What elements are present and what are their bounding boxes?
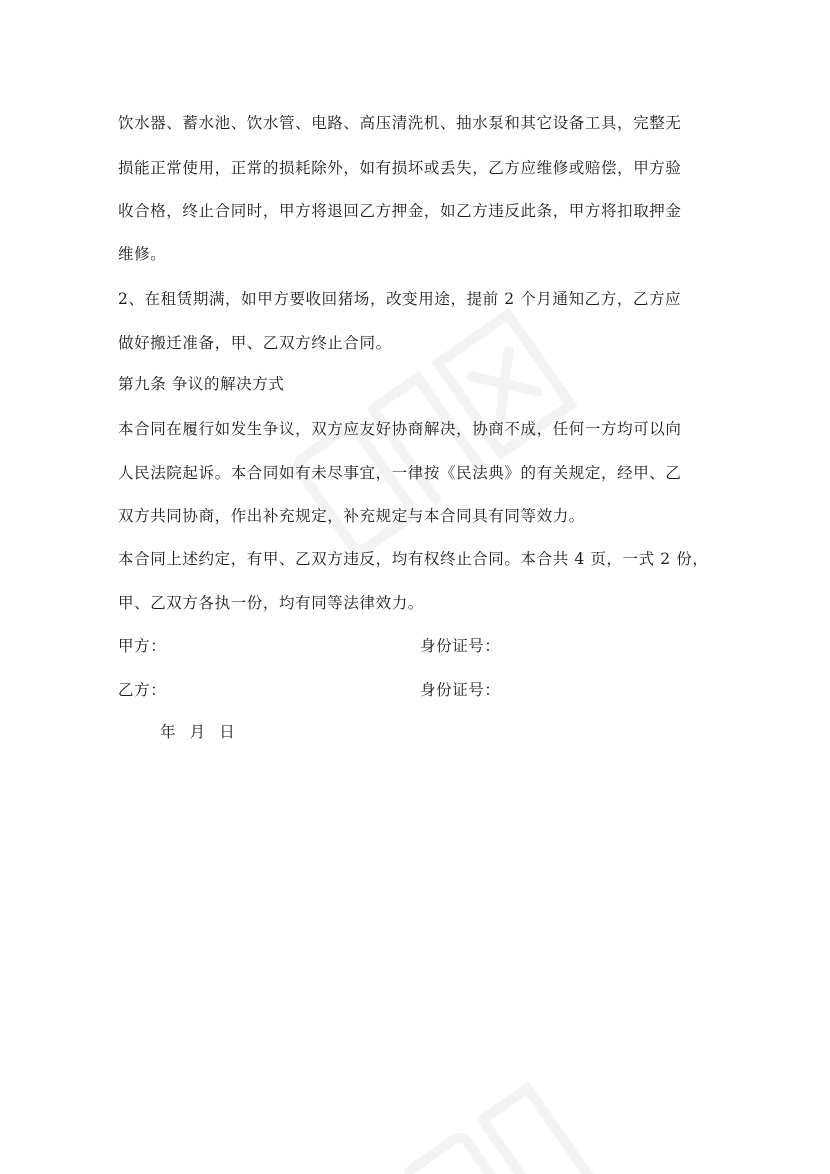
paragraph-3-line-2: 人民法院起诉。本合同如有未尽事宜，一律按《民法典》的有关规定，经甲、乙 (118, 464, 682, 482)
paragraph-4-line-1: 本合同上述约定，有甲、乙双方违反，均有权终止合同。本合共 4 页，一式 2 份， (118, 550, 709, 568)
section-heading: 第九条 争议的解决方式 (118, 375, 285, 393)
paragraph-1-line-1: 饮水器、蓄水池、饮水管、电路、高压清洗机、抽水泵和其它设备工具，完整无 (118, 114, 682, 132)
paragraph-1-line-3: 收合格，终止合同时，甲方将退回乙方押金，如乙方违反此条，甲方将扣取押金 (118, 202, 682, 220)
paragraph-3-line-3: 双方共同协商，作出补充规定，补充规定与本合同具有同等效力。 (118, 507, 585, 525)
signature-row-party-a (118, 636, 718, 656)
paragraph-4-line-2: 甲、乙双方各执一份，均有同等法律效力。 (118, 594, 424, 612)
paragraph-2-line-1: 2、在租赁期满，如甲方要收回猪场，改变用途，提前 2 个月通知乙方，乙方应 (118, 290, 682, 308)
party-a-label: 甲方： (118, 637, 167, 655)
party-b-id-label: 身份证号： (420, 681, 501, 699)
signature-row-party-b (118, 680, 718, 700)
date-line: 年 月 日 (160, 723, 236, 741)
paragraph-1-line-4: 维修。 (118, 245, 167, 263)
paragraph-2-line-2: 做好搬迁准备，甲、乙双方终止合同。 (118, 334, 392, 352)
party-a-id-label: 身份证号： (420, 637, 501, 655)
paragraph-1-line-2: 损能正常使用，正常的损耗除外，如有损坏或丢失，乙方应维修或赔偿，甲方验 (118, 159, 682, 177)
party-b-label: 乙方： (118, 681, 167, 699)
paragraph-3-line-1: 本合同在履行如发生争议，双方应友好协商解决，协商不成，任何一方均可以向 (118, 420, 682, 438)
